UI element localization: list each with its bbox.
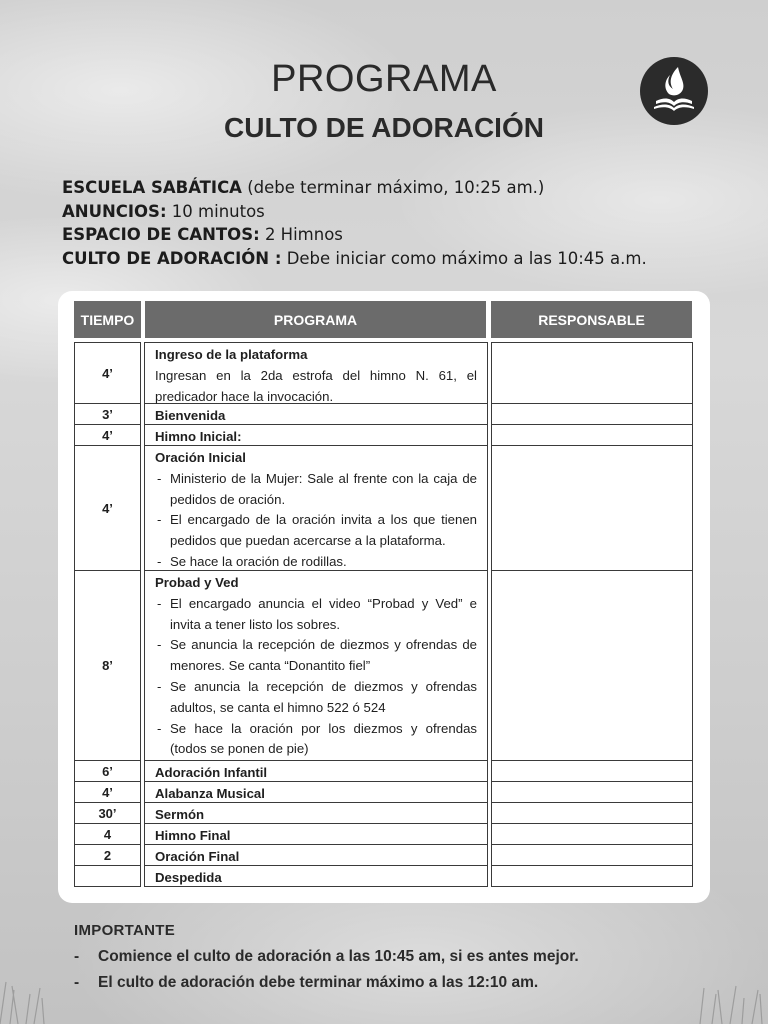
info-value: Debe iniciar como máximo a las 10:45 a.m. (286, 248, 647, 268)
info-label: ESPACIO DE CANTOS: (62, 225, 260, 244)
cell-tiempo: 4’ (74, 425, 141, 446)
important-title: IMPORTANTE (74, 922, 176, 939)
cell-responsable (491, 761, 693, 782)
cell-responsable (491, 446, 693, 571)
cell-responsable (491, 866, 693, 887)
program-item-bullet: - El encargado anuncia el video “Probad y Ved” e invita a tener listo los sobres. (155, 594, 477, 636)
program-item-bullet: - El encargado de la oración invita a los que tienen pedidos que puedan acercarse a la plataforma. (155, 510, 477, 552)
column-header-programa: PROGRAMA (145, 301, 486, 338)
column-header-tiempo: TIEMPO (74, 301, 141, 338)
program-item-bullet: - Ministerio de la Mujer: Sale al frente con la caja de pedidos de oración. (155, 469, 477, 511)
cell-tiempo: 30’ (74, 803, 141, 824)
cell-tiempo: 4’ (74, 342, 141, 404)
cell-responsable (491, 404, 693, 425)
cell-responsable (491, 824, 693, 845)
cell-tiempo: 4’ (74, 782, 141, 803)
cell-responsable (491, 342, 693, 404)
program-item-title: Sermón (155, 807, 205, 822)
program-item-list (155, 469, 477, 573)
cell-responsable (491, 571, 693, 761)
program-item-title: Despedida (155, 870, 222, 885)
info-value: (debe terminar máximo, 10:25 am.) (247, 178, 545, 197)
cell-responsable (491, 803, 693, 824)
cell-tiempo: 4 (74, 824, 141, 845)
cell-tiempo: 6’ (74, 761, 141, 782)
program-item-title: Ingreso de la plataforma (155, 347, 308, 362)
program-item-bullet: - Se hace la oración de rodillas. (155, 552, 477, 573)
cell-programa (144, 404, 488, 425)
column-header-responsable: RESPONSABLE (491, 301, 692, 338)
program-item-list (155, 594, 477, 760)
info-line (62, 200, 742, 224)
program-item-title: Bienvenida (155, 408, 226, 423)
page-title: PROGRAMA (271, 58, 497, 100)
info-line (62, 223, 742, 247)
info-label: ANUNCIOS: (62, 201, 167, 221)
program-item-bullet: - Se hace la oración por los diezmos y ofrendas (todos se ponen de pie) (155, 719, 477, 761)
info-value: 10 minutos (171, 201, 265, 221)
program-item-title: Probad y Ved (155, 575, 239, 590)
cell-programa (144, 845, 488, 866)
cell-programa (144, 425, 488, 446)
cell-programa (144, 866, 488, 887)
program-item-title: Oración Final (155, 849, 240, 864)
cell-tiempo: 2 (74, 845, 141, 866)
program-item-bullet: - Se anuncia la recepción de diezmos y ofrendas adultos, se canta el himno 522 ó 524 (155, 677, 477, 719)
program-item-title: Himno Inicial: (155, 429, 242, 444)
info-section (62, 176, 742, 270)
cell-programa (144, 446, 488, 571)
cell-programa (144, 782, 488, 803)
cell-programa (144, 824, 488, 845)
info-label: CULTO DE ADORACIÓN : (62, 248, 282, 268)
cell-tiempo (74, 866, 141, 887)
program-item-title: Adoración Infantil (155, 765, 268, 780)
cell-responsable (491, 845, 693, 866)
cell-tiempo: 8’ (74, 571, 141, 761)
cell-responsable (491, 782, 693, 803)
cell-tiempo: 3’ (74, 404, 141, 425)
cell-programa (144, 803, 488, 824)
program-item-title: Alabanza Musical (155, 786, 265, 801)
cell-programa (144, 761, 488, 782)
important-line: - El culto de adoración debe terminar máximo a las 12:10 am. (74, 970, 724, 996)
program-item-title: Oración Inicial (155, 450, 246, 465)
cell-tiempo: 4’ (74, 446, 141, 571)
info-value: 2 Himnos (264, 225, 343, 244)
info-label: ESCUELA SABÁTICA (62, 178, 242, 197)
program-item-title: Himno Final (155, 828, 231, 843)
important-notes (74, 918, 724, 996)
program-item-description: Ingresan en la 2da estrofa del himno N. 61, el predicador hace la invocación. (155, 367, 477, 404)
info-line (62, 176, 742, 200)
program-item-bullet: - Se anuncia la recepción de diezmos y ofrendas de menores. Se canta “Donantito fiel” (155, 635, 477, 677)
cell-programa (144, 571, 488, 761)
cell-programa (144, 342, 488, 404)
adventist-logo-icon (640, 57, 708, 125)
info-line (62, 247, 742, 271)
important-line: - Comience el culto de adoración a las 10:45 am, si es antes mejor. (74, 944, 724, 970)
page-subtitle: CULTO DE ADORACIÓN (224, 112, 544, 143)
cell-responsable (491, 425, 693, 446)
